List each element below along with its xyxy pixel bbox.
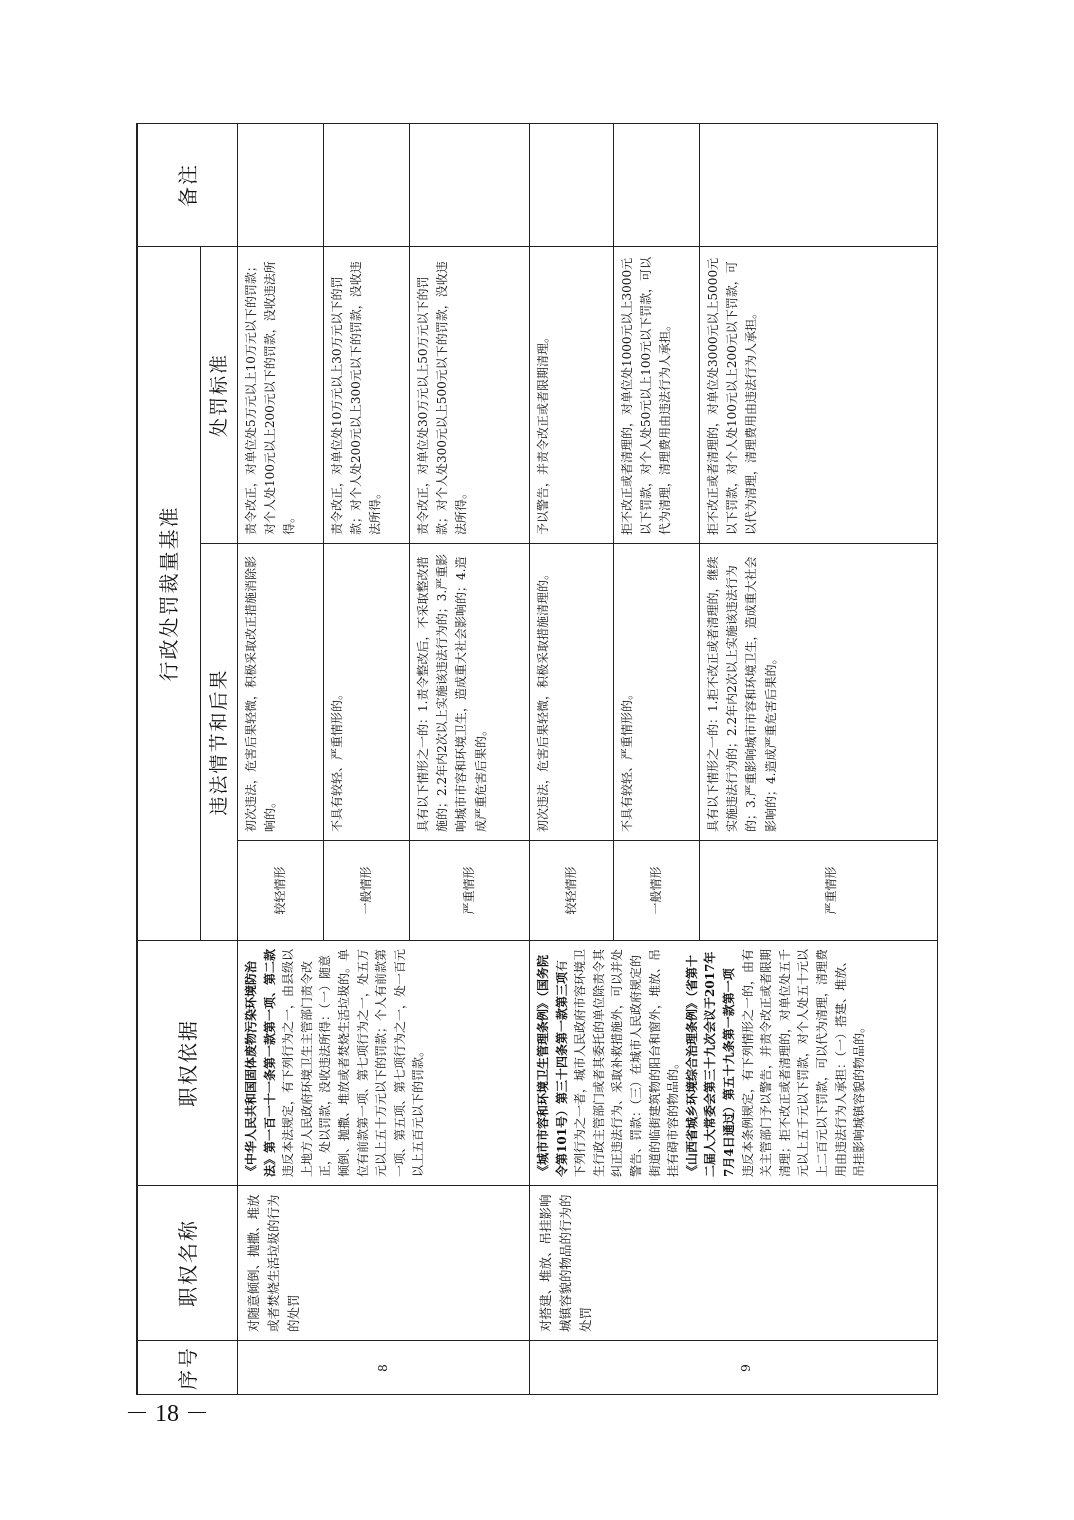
remark-cell xyxy=(530,124,614,247)
basis-text: 违反本条例规定，有下列情形之一的，由有关主管部门予以警告，并责令改正或者限期清理；拒不改正或者清理的，对单位处五千元以上五千元以下罚款，对个人处五十元以上二百元以下罚款，可以代为清理，清理费用由违法行为人承担：（一）搭建、堆放、吊挂影响城镇容貌的物品的。 xyxy=(740,948,867,1177)
penalty-cell: 责令改正，对单位处5万元以上10万元以下的罚款；对个人处100元以上200元以下的罚款，没收违法所得。 xyxy=(238,247,324,544)
remark-cell xyxy=(700,124,939,247)
circumstance-cell: 不具有较轻、严重情形的。 xyxy=(614,544,700,841)
seq-cell: 8 xyxy=(238,1341,530,1396)
basis-text: 有下列行为之一者，城市人民政府市容环境卫生行政主管部门或者其委托的单位除责令其纠正违法行为、采取补救措施外，可以并处警告、罚款：（三）在城市人民政府规定的街道的临街建筑物的阳台和窗外，堆放、吊挂有碍市容的物品的。 xyxy=(554,948,681,1177)
header-row-1 xyxy=(138,124,201,1396)
degree-cell: 一般情形 xyxy=(324,841,410,941)
penalty-discretion-table xyxy=(137,123,938,1395)
page-number: － 18 － xyxy=(125,1401,209,1427)
degree-cell: 严重情形 xyxy=(410,841,530,941)
circumstance-cell: 具有以下情形之一的：1.责令整改后，不采取整改措施的；2.2年内2次以上实施该违法行为的；3.严重影响城市市容和环境卫生，造成重大社会影响的；4.造成严重危害后果的。 xyxy=(410,544,530,841)
table-row xyxy=(530,124,614,1396)
header-basis: 职权依据 xyxy=(138,941,238,1186)
basis-title: 《山西省城乡环境综合治理条例》（省第十二届人大常委会第三十九次会议于2017年7月4日通过）第五十九条第一款第一项 xyxy=(684,951,736,1177)
authority-name-cell: 对搭建、堆放、吊挂影响城镇容貌的物品的行为的处罚 xyxy=(530,1186,939,1341)
remark-cell xyxy=(410,124,530,247)
penalty-cell: 予以警告，并责令改正或者限期清理。 xyxy=(530,247,614,544)
penalty-cell: 拒不改正或者清理的，对单位处3000元以上5000元以下罚款，对个人处100元以上200元以下罚款，可以代为清理，清理费用由违法行为人承担。 xyxy=(700,247,939,544)
remark-cell xyxy=(238,124,324,247)
remark-cell xyxy=(324,124,410,247)
circumstance-cell: 不具有较轻、严重情形的。 xyxy=(324,544,410,841)
remark-cell xyxy=(614,124,700,247)
seq-cell: 9 xyxy=(530,1341,939,1396)
header-penalty: 处罚标准 xyxy=(201,247,238,544)
penalty-cell: 责令改正，对单位处10万元以上30万元以下的罚款；对个人处200元以上300元以下的罚款，没收违法所得。 xyxy=(324,247,410,544)
header-standard: 行政处罚裁量基准 xyxy=(138,247,201,941)
legal-basis-cell xyxy=(238,941,530,1186)
rotated-table-layer xyxy=(137,124,938,1395)
header-name: 职权名称 xyxy=(138,1186,238,1341)
authority-name-cell: 对随意倾倒、抛撒、堆放或者焚烧生活垃圾的行为的处罚 xyxy=(238,1186,530,1341)
header-remarks: 备注 xyxy=(138,124,238,247)
legal-basis-cell xyxy=(530,941,939,1186)
degree-cell: 较轻情形 xyxy=(530,841,614,941)
basis-text: 违反本法规定，有下列行为之一，由县级以上地方人民政府环境卫生主管部门责令改正，处以罚款，没收违法所得：（一）随意倾倒、抛撒、堆放或者焚烧生活垃圾的。单位有前款第一项、第七项行为之一，处五万元以上五十万元以下的罚款；个人有前款第一项、第五项、第七项行为之一，处一百元以上五百元以下的罚款。 xyxy=(281,948,426,1177)
degree-cell: 严重情形 xyxy=(700,841,939,941)
circumstance-cell: 初次违法，危害后果轻微，积极采取措施清理的。 xyxy=(530,544,614,841)
basis-title: 《中华人民共和国固体废物污染环境防治法》第一百一十一条第一款第一项、第二款 xyxy=(244,948,277,1177)
degree-cell: 较轻情形 xyxy=(238,841,324,941)
penalty-cell: 拒不改正或者清理的，对单位处1000元以上3000元以下罚款，对个人处50元以上100元以下罚款，可以代为清理，清理费用由违法行为人承担。 xyxy=(614,247,700,544)
table-row xyxy=(238,124,324,1396)
circumstance-cell: 具有以下情形之一的：1.拒不改正或者清理的，继续实施违法行为的；2.2年内2次以上实施该违法行为的；3.严重影响城市市容和环境卫生，造成重大社会影响的；4.造成严重危害后果的。 xyxy=(700,544,939,841)
circumstance-cell: 初次违法，危害后果轻微，积极采取改正措施消除影响的。 xyxy=(238,544,324,841)
penalty-cell: 责令改正，对单位处30万元以上50万元以下的罚款；对个人处300元以上500元以下的罚款，没收违法所得。 xyxy=(410,247,530,544)
basis-title: 《城市市容和环境卫生管理条例》（国务院令第101号）第三十四条第一款第三项 xyxy=(536,954,569,1177)
header-circumstances: 违法情节和后果 xyxy=(201,544,238,941)
degree-cell: 一般情形 xyxy=(614,841,700,941)
penalty-table-frame xyxy=(136,123,938,1395)
header-seq: 序号 xyxy=(138,1341,238,1396)
